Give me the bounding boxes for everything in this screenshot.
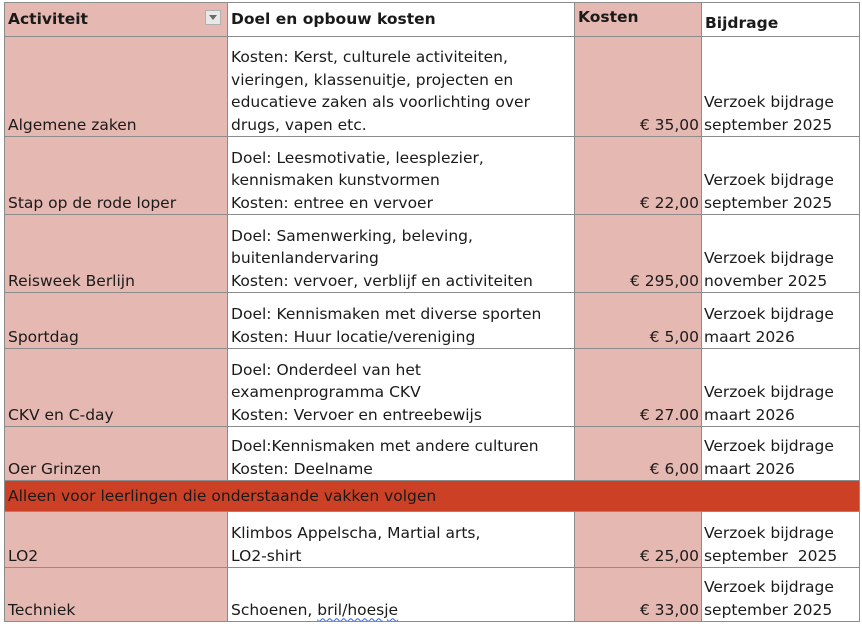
activiteit-cell[interactable]: CKV en C-day (5, 349, 228, 427)
table-row (5, 349, 860, 427)
doel-cell[interactable]: Klimbos Appelscha, Martial arts, LO2-shirt (228, 512, 575, 568)
activiteit-cell[interactable]: Stap op de rode loper (5, 137, 228, 215)
kosten-cell[interactable]: € 295,00 (574, 215, 701, 293)
kosten-cell[interactable]: € 33,00 (574, 568, 701, 622)
activiteit-cell[interactable]: LO2 (5, 512, 228, 568)
table-row (5, 427, 860, 481)
kosten-cell[interactable]: € 35,00 (574, 37, 701, 137)
bijdrage-cell[interactable]: Verzoek bijdrage maart 2026 (701, 293, 859, 349)
bijdrage-cell[interactable]: Verzoek bijdrage maart 2026 (701, 427, 859, 481)
table-row (5, 137, 860, 215)
table-row (5, 215, 860, 293)
header-kosten[interactable]: Kosten (574, 3, 701, 37)
bijdrage-cell[interactable]: Verzoek bijdrage september 2025 (701, 568, 859, 622)
header-doel[interactable]: Doel en opbouw kosten (228, 3, 575, 37)
activiteit-cell[interactable]: Oer Grinzen (5, 427, 228, 481)
kosten-cell[interactable]: € 25,00 (574, 512, 701, 568)
bijdrage-cell[interactable]: Verzoek bijdrage september 2025 (701, 37, 859, 137)
doel-cell[interactable]: Doel: Leesmotivatie, leesplezier, kennismaken kunstvormen Kosten: entree en vervoer (228, 137, 575, 215)
header-activiteit[interactable]: Activiteit (5, 3, 228, 37)
kosten-cell[interactable]: € 6,00 (574, 427, 701, 481)
table-row (5, 512, 860, 568)
kosten-cell[interactable]: € 22,00 (574, 137, 701, 215)
header-row (5, 3, 860, 37)
doel-cell[interactable]: Doel: Onderdeel van het examenprogramma CKV Kosten: Vervoer en entreebewijs (228, 349, 575, 427)
table-row (5, 37, 860, 137)
doel-cell[interactable]: Doel: Samenwerking, beleving, buitenlandervaring Kosten: vervoer, verblijf en activiteiten (228, 215, 575, 293)
activiteit-cell[interactable]: Reisweek Berlijn (5, 215, 228, 293)
doel-cell[interactable]: Schoenen, bril/hoesje (228, 568, 575, 622)
banner-cell[interactable]: Alleen voor leerlingen die onderstaande vakken volgen (5, 481, 860, 512)
filter-dropdown-icon[interactable] (205, 10, 221, 25)
kosten-cell[interactable]: € 27.00 (574, 349, 701, 427)
bijdrage-cell[interactable]: Verzoek bijdrage september 2025 (701, 512, 859, 568)
spellcheck-underlined-text: bril/hoesje (317, 600, 399, 619)
banner-row (5, 481, 860, 512)
doel-cell[interactable]: Doel: Kennismaken met diverse sporten Kosten: Huur locatie/vereniging (228, 293, 575, 349)
bijdrage-cell[interactable]: Verzoek bijdrage maart 2026 (701, 349, 859, 427)
bijdrage-cell[interactable]: Verzoek bijdrage september 2025 (701, 137, 859, 215)
doel-cell[interactable]: Kosten: Kerst, culturele activiteiten, vieringen, klassenuitje, projecten en educatieve zaken als voorlichting over drugs, vapen etc. (228, 37, 575, 137)
header-bijdrage[interactable]: Bijdrage (701, 3, 859, 37)
table-row (5, 293, 860, 349)
kosten-cell[interactable]: € 5,00 (574, 293, 701, 349)
activiteit-cell[interactable]: Techniek (5, 568, 228, 622)
doel-cell[interactable]: Doel:Kennismaken met andere culturen Kosten: Deelname (228, 427, 575, 481)
table-row (5, 568, 860, 622)
costs-table (4, 2, 860, 622)
activiteit-cell[interactable]: Sportdag (5, 293, 228, 349)
activiteit-cell[interactable]: Algemene zaken (5, 37, 228, 137)
bijdrage-cell[interactable]: Verzoek bijdrage november 2025 (701, 215, 859, 293)
